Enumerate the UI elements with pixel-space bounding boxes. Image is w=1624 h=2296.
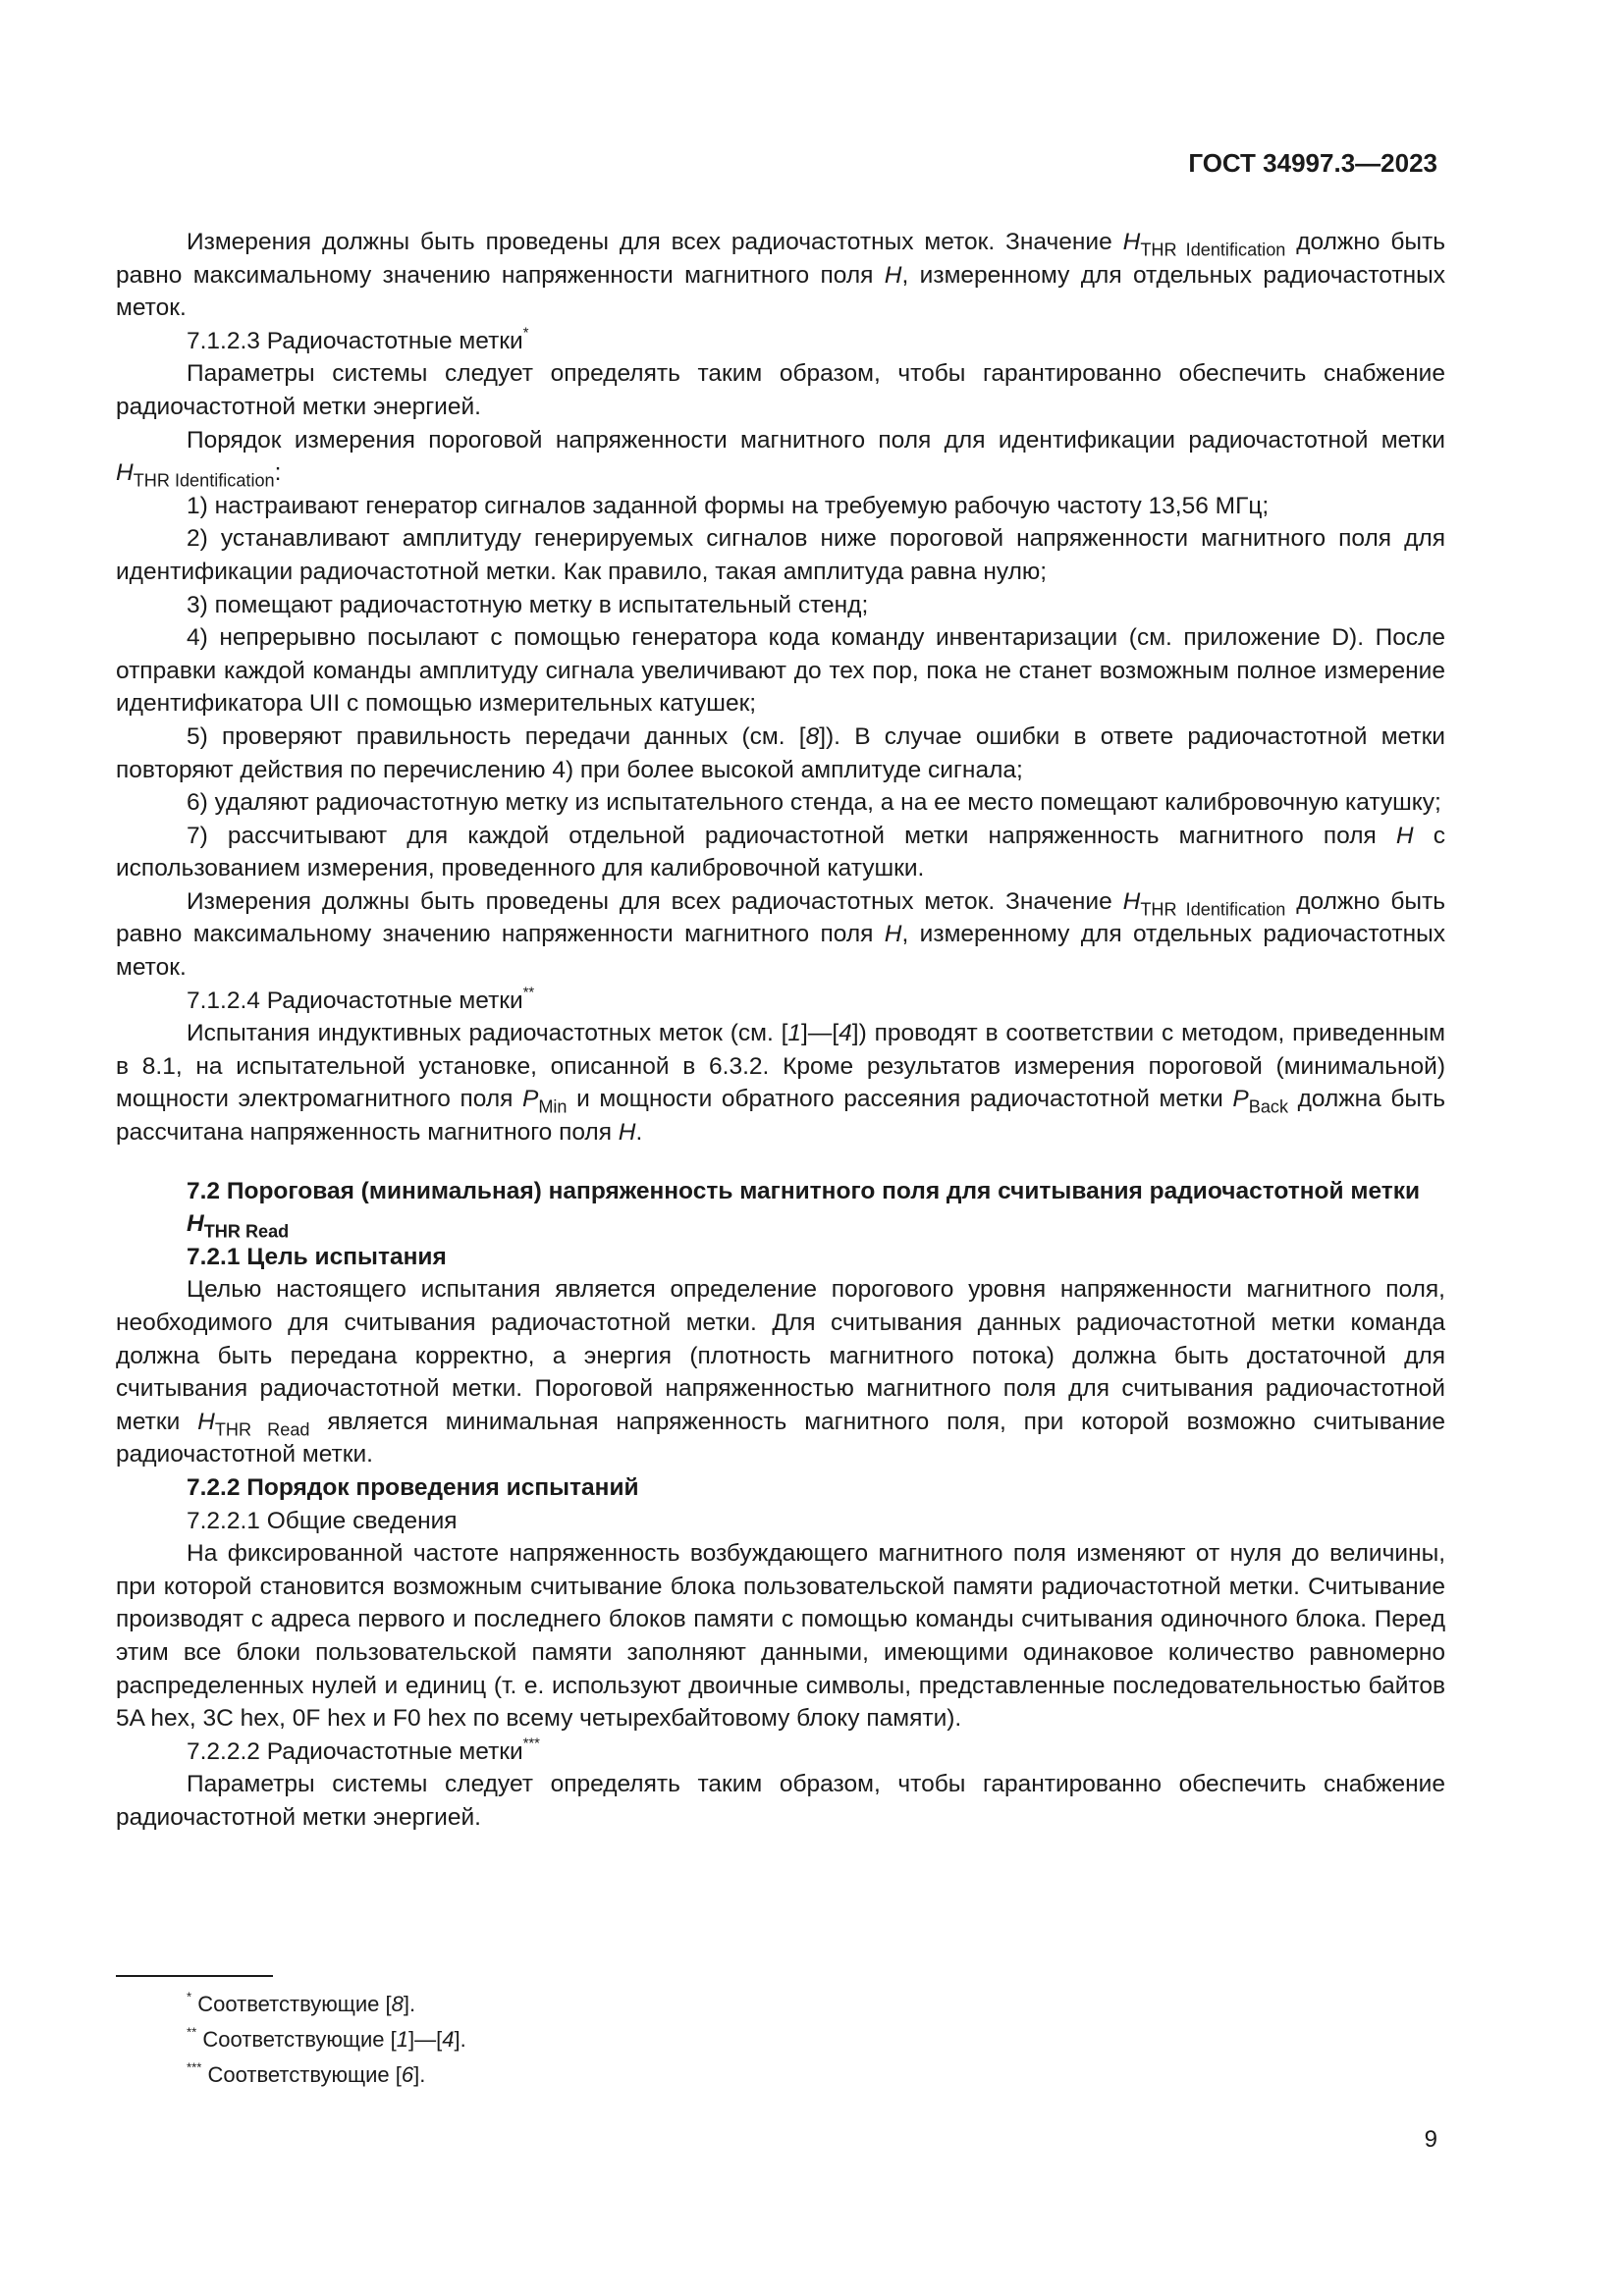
footnote-divider <box>116 1975 273 1977</box>
list-item: 6) удаляют радиочастотную метку из испытательного стенда, а на ее место помещают калибровочную катушку; <box>187 789 1441 817</box>
clause-7-1-2-3: 7.1.2.3 Радиочастотные метки* <box>187 325 529 354</box>
footnotes <box>187 1987 466 2093</box>
document-body <box>116 226 1445 1835</box>
paragraph-general-info: На фиксированной частоте напряженность возбуждающего магнитного поля изменяют от нуля до величины, при которой становится возможным считывание блока пользовательской памяти радиочастотной метки. Считывание производят с адреса первого и последнего блоков памяти с помощью команды считывания одиночного блока. Перед этим все блоки пользовательской памяти заполняют данными, имеющими одинаковое количество равномерно распределенных нулей и единиц (т. е. используют двоичные символы, представленные последовательностью байтов 5A hex, 3C hex, 0F hex и F0 hex по всему четырехбайтовому блоку памяти). <box>116 1540 1445 1733</box>
footnote-2: ** Соответствующие [1]—[4]. <box>187 2024 466 2052</box>
paragraph-procedure-intro: Порядок измерения пороговой напряженности магнитного поля для идентификации радиочастотной метки $H_{THR Identification}$: <box>116 426 1445 491</box>
footnote-3: *** Соответствующие [6]. <box>187 2059 426 2087</box>
subsection-heading-7-2-1: 7.2.1 Цель испытания <box>187 1243 447 1270</box>
paragraph-inductive-tags-test: Испытания индуктивных радиочастотных меток (см. [1]—[4]) проводят в соответствии с методом, приведенным в 8.1, на испытательной установке, описанной в 6.3.2. Кроме результатов измерения пороговой (минимальной) мощности электромагнитного поля $P_{Min}$ и мощности обратного рассеяния радиочастотной метки $P_{Back}$ должна быть рассчитана напряженность магнитного поля H. <box>116 1020 1446 1147</box>
clause-7-2-2-1: 7.2.2.1 Общие сведения <box>187 1507 458 1534</box>
list-item: 1) настраивают генератор сигналов заданной формы на требуемую рабочую частоту 13,56 МГц; <box>187 492 1270 519</box>
list-item: 4) непрерывно посылают с помощью генератора кода команду инвентаризации (см. приложение D). После отправки каждой команды амплитуду сигнала увеличивают до тех пор, пока не станет возможным полное измерение идентификатора UII с помощью измерительных катушек; <box>116 624 1445 718</box>
paragraph-system-params: Параметры системы следует определять таким образом, чтобы гарантированно обеспечить снабжение радиочастотной метки энергией. <box>116 360 1445 420</box>
subsection-heading-7-2-2: 7.2.2 Порядок проведения испытаний <box>187 1473 639 1501</box>
list-item: 2) устанавливают амплитуду генерируемых сигналов ниже пороговой напряженности магнитного поля для идентификации радиочастотной метки. Как правило, такая амплитуда равна нулю; <box>116 525 1445 585</box>
document-id-header: ГОСТ 34997.3—2023 <box>1188 148 1437 178</box>
section-heading-7-2: 7.2 Пороговая (минимальная) напряженность магнитного поля для считывания радиочастотной метки $H_{THR Read}$ <box>187 1177 1421 1242</box>
list-item: 5) проверяют правильность передачи данных (см. [8]). В случае ошибки в ответе радиочастотной метки повторяют действия по перечислению 4) при более высокой амплитуде сигнала; <box>116 722 1445 783</box>
page-number: 9 <box>1424 2126 1437 2153</box>
paragraph-measurement-identification: Измерения должны быть проведены для всех радиочастотных меток. Значение $H_{THR Identification}$ должно быть равно максимальному значению напряженности магнитного поля H, измеренному для отдельных радиочастотных меток. <box>116 229 1445 322</box>
paragraph-system-params-2: Параметры системы следует определять таким образом, чтобы гарантированно обеспечить снабжение радиочастотной метки энергией. <box>116 1771 1445 1831</box>
list-item: 7) рассчитывают для каждой отдельной радиочастотной метки напряженность магнитного поля H с использованием измерения, проведенного для калибровочной катушки. <box>116 822 1446 882</box>
footnote-1: * Соответствующие [8]. <box>187 1989 416 2016</box>
paragraph-measurement-identification-repeat: Измерения должны быть проведены для всех радиочастотных меток. Значение $H_{THR Identification}$ должно быть равно максимальному значению напряженности магнитного поля H, измеренному для отдельных радиочастотных меток. <box>116 887 1445 982</box>
clause-7-2-2-2: 7.2.2.2 Радиочастотные метки*** <box>187 1735 540 1765</box>
clause-7-1-2-4: 7.1.2.4 Радиочастотные метки** <box>187 984 535 1014</box>
list-item: 3) помещают радиочастотную метку в испытательный стенд; <box>187 591 869 618</box>
paragraph-test-purpose: Целью настоящего испытания является определение порогового уровня напряженности магнитного поля, необходимого для считывания радиочастотной метки. Для считывания данных радиочастотной метки команда должна быть передана корректно, а энергия (плотность магнитного потока) должна быть достаточной для считывания радиочастотной метки. Пороговой напряженностью магнитного поля для считывания радиочастотной метки $H_{THR Read}$ является минимальная напряженность магнитного поля, при которой возможно считывание радиочастотной метки. <box>116 1276 1445 1468</box>
